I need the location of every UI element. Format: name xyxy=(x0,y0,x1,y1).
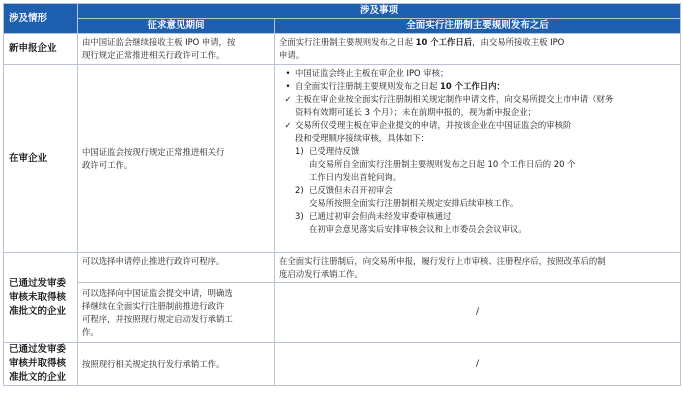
comment-line: 可以选择申请停止推进行政许可程序。 xyxy=(82,256,225,266)
sub-item-desc: 由交易所自全面实行注册制主要规则发布之日起 10 个工作日后的 20 个 xyxy=(309,159,576,169)
table-row-in-review xyxy=(4,65,681,253)
comment-cell xyxy=(78,65,275,253)
after-cell xyxy=(275,34,681,65)
bullet-item xyxy=(279,67,676,80)
bullet-dot-icon: • xyxy=(285,81,291,91)
header-period-comment: 征求意见期间 xyxy=(78,19,275,34)
comment-line: 作。 xyxy=(82,326,99,337)
rules-table-container xyxy=(3,3,680,413)
header-period-after: 全面实行注册制主要规则发布之后 xyxy=(275,19,681,34)
sub-item-1 xyxy=(279,145,676,158)
after-cell xyxy=(275,253,681,283)
sub-item-desc: 在初审会意见落实后安排审核会议和上市委员会会议审议。 xyxy=(309,224,527,234)
bullet-text: 自全面实行注册制主要规则发布之日起 xyxy=(295,81,441,91)
bullet-text-bold: 10 个工作日内： xyxy=(440,81,505,91)
after-line: 在全面实行注册制后，向交易所申报，履行发行上市审核、注册程序后，按照改革后的制 xyxy=(279,255,606,266)
after-line: 度启动发行承销工作。 xyxy=(279,268,363,279)
after-cell-na xyxy=(275,283,681,343)
comment-line: 由中国证监会继续接收主板 IPO 申请，按 xyxy=(82,37,236,47)
comment-cell xyxy=(78,253,275,283)
sub-item-title: 已受理待反馈 xyxy=(309,146,360,156)
situation-text: 准批文的企业 xyxy=(9,305,67,317)
sub-item-number: 1) xyxy=(295,146,304,156)
table-row-new-applicant xyxy=(4,34,681,65)
after-cell xyxy=(275,65,681,253)
bullet-dot-icon: • xyxy=(285,68,291,78)
after-text-bold: 10 个工作日后 xyxy=(415,37,473,47)
header-row-2 xyxy=(4,19,681,34)
situation-text: 在审企业 xyxy=(9,152,48,164)
bullet-text: 中国证监会终止主板在审企业 IPO 审核； xyxy=(295,68,449,78)
sub-item-title: 已通过初审会但尚未经发审委审核通过 xyxy=(309,211,452,221)
table-row-approved-no-permit-opt2 xyxy=(4,283,681,343)
situation-text: 新申报企业 xyxy=(9,43,57,54)
sub-item-number: 3) xyxy=(295,211,304,221)
comment-cell xyxy=(78,283,275,343)
comment-cell xyxy=(78,34,275,65)
header-situation: 涉及情形 xyxy=(4,4,78,34)
after-line xyxy=(279,36,676,49)
situation-text: 已通过发审委 xyxy=(9,344,67,355)
sub-item-3 xyxy=(279,210,676,223)
situation-cell xyxy=(4,34,78,65)
comment-line: 择继续在全面实行注册制前推进行政许 xyxy=(82,300,225,311)
check-item xyxy=(279,119,676,132)
check-text: 交易所仅受理主板在审企业提交的申请，并按该企业在中国证监会的审核阶 xyxy=(295,120,572,130)
table-row-approved-no-permit-opt1 xyxy=(4,253,681,283)
situation-cell xyxy=(4,253,78,343)
sub-item-title: 已反馈但未召开初审会 xyxy=(309,185,393,195)
comment-line: 可程序，并按照现行规定启动发行承销工 xyxy=(82,313,233,324)
checkmark-icon: ✓ xyxy=(284,120,292,130)
bullet-item xyxy=(279,80,676,93)
sub-item-desc: 交易所按照全面实行注册制相关规定安排后续审核工作。 xyxy=(309,198,519,208)
table-row-approved-with-permit xyxy=(4,343,681,386)
after-cell-na xyxy=(275,343,681,386)
comment-line: 可以选择向中国证监会提交申请，明确选 xyxy=(82,287,233,298)
comment-line: 中国证监会按现行规定正常推进相关行 xyxy=(82,146,225,157)
check-text-cont: 资料有效期可延长 3 个月）；未在前期申报的，视为新申报企业； xyxy=(295,107,536,117)
situation-cell xyxy=(4,65,78,253)
registration-reform-table xyxy=(3,3,681,386)
situation-text: 审核未取得核 xyxy=(9,291,67,303)
comment-line: 按照现行相关规定执行发行承销工作。 xyxy=(82,358,225,369)
not-applicable-mark: / xyxy=(475,358,480,369)
comment-line: 现行规定正常推进相关行政许可工作。 xyxy=(82,50,225,60)
not-applicable-mark: / xyxy=(475,307,480,317)
after-line: 申请。 xyxy=(279,50,305,60)
header-row-1 xyxy=(4,4,681,19)
header-matters: 涉及事项 xyxy=(78,4,681,19)
comment-cell xyxy=(78,343,275,386)
situation-cell xyxy=(4,343,78,386)
situation-text: 准批文的企业 xyxy=(9,372,67,383)
after-text: ，由交易所接收主板 IPO xyxy=(472,37,565,47)
check-text-cont: 段和受理顺序接续审核，具体如下： xyxy=(295,133,429,143)
sub-item-number: 2) xyxy=(295,185,304,195)
check-text: 主板在审企业按全面实行注册制相关规定制作申请文件，向交易所提交上市申请（财务 xyxy=(295,94,614,104)
situation-text: 审核并取得核 xyxy=(9,358,67,369)
check-item xyxy=(279,93,676,106)
checkmark-icon: ✓ xyxy=(284,94,292,104)
after-text: 全面实行注册制主要规则发布之日起 xyxy=(279,37,416,47)
sub-item-2 xyxy=(279,184,676,197)
sub-item-desc: 工作日内发出首轮问询。 xyxy=(309,172,402,182)
comment-line: 政许可工作。 xyxy=(82,159,133,170)
situation-text: 已通过发审委 xyxy=(9,277,67,289)
